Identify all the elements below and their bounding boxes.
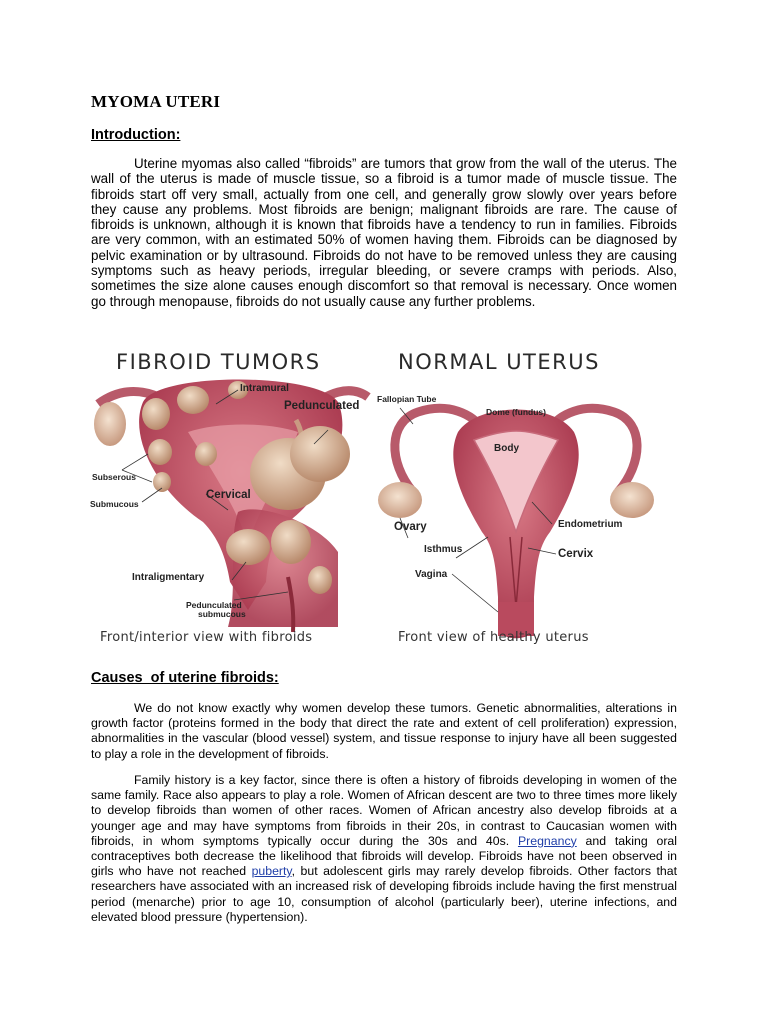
label-body: Body <box>494 443 519 454</box>
normal-uterus-heading: NORMAL UTERUS <box>398 350 600 374</box>
pregnancy-link[interactable]: Pregnancy <box>517 833 577 848</box>
normal-uterus-caption: Front view of healthy uterus <box>398 630 589 645</box>
label-cervical: Cervical <box>206 489 251 501</box>
label-subserous: Subserous <box>92 472 136 482</box>
label-fallopian-tube: Fallopian Tube <box>377 394 437 404</box>
label-cervix: Cervix <box>558 548 594 560</box>
introduction-heading: Introduction: <box>91 127 181 143</box>
causes-paragraph-2 <box>91 773 677 925</box>
fibroid-tumors-heading: FIBROID TUMORS <box>116 350 321 374</box>
label-intramural: Intramural <box>240 383 289 394</box>
label-intraligmentary: Intraligmentary <box>132 572 205 583</box>
label-pedunculated-submucous-line1: Pedunculated <box>186 600 242 610</box>
causes-heading: Causes of uterine fibroids: <box>91 670 279 686</box>
causes-paragraph-2-part3: , but adolescent girls may rarely develop fibroids. Other factors that researchers have associated with an increased risk of developing fibroids include having the first menstrual period (menarche) prior to age 10, consumption of alcohol (particularly beer), uterine infections, and elevated blood pressure (hypertension). <box>91 864 677 924</box>
causes-paragraph-1: We do not know exactly why women develop these tumors. Genetic abnormalities, alterations in growth factor (proteins formed in the body that direct the rate and extent of cell proliferation) expression, abnormalities in the vascular (blood vessel) system, and tissue response to injury have all been suggested to play a role in the development of fibroids. <box>91 701 677 761</box>
uterus-illustration <box>88 342 680 652</box>
label-ovary: Ovary <box>394 521 427 533</box>
label-isthmus: Isthmus <box>424 544 463 555</box>
label-endometrium: Endometrium <box>558 519 623 530</box>
label-dome-fundus: Dome (fundus) <box>486 407 546 417</box>
document-title: MYOMA UTERI <box>91 92 221 111</box>
causes-paragraph-2-part1: Family history is a key factor, since there is often a history of fibroids developing in women of the same family. Race also appears to play a role. Women of African descent are two to three times more likely to develop fibroids than women of other races. Women of African ancestry also develop fibroids at a younger age and may have symptoms from fibroids in their 20s, in contrast to Caucasian women with fibroids, in whom symptoms typically occur during the 30s and 40s. <box>91 773 677 848</box>
puberty-link[interactable]: puberty <box>251 864 292 879</box>
label-vagina: Vagina <box>415 569 448 580</box>
label-submucous: Submucous <box>90 499 139 509</box>
introduction-paragraph: Uterine myomas also called “fibroids” are tumors that grow from the wall of the uterus. The wall of the uterus is made of muscle tissue, so a fibroid is a tumor made of muscle tissue. The fibroids start off very small, actually from one cell, and generally grow slowly over years before they cause any problems. Most fibroids are benign; malignant fibroids are rare. The cause of fibroids is unknown, although it is known that fibroids have a tendency to run in families. Fibroids are very common, with an estimated 50% of women having them. Fibroids can be diagnosed by pelvic examination or by ultrasound. Fibroids do not have to be removed unless they are causing symptoms such as heavy periods, irregular bleeding, or severe cramps with periods. Also, sometimes the size alone causes enough discomfort so that removal is necessary. Once women go through menopause, fibroids do not usually cause any further problems. <box>91 156 677 309</box>
causes-paragraph-2-part2: and taking oral contraceptives both decrease the likelihood that fibroids will develop. Fibroids have not been observed in girls who have not reached <box>91 833 677 879</box>
uterus-comparison-figure <box>88 342 680 652</box>
fibroid-caption: Front/interior view with fibroids <box>100 630 313 645</box>
label-pedunculated-submucous-line2: submucous <box>198 609 246 619</box>
label-pedunculated: Pedunculated <box>284 400 360 412</box>
